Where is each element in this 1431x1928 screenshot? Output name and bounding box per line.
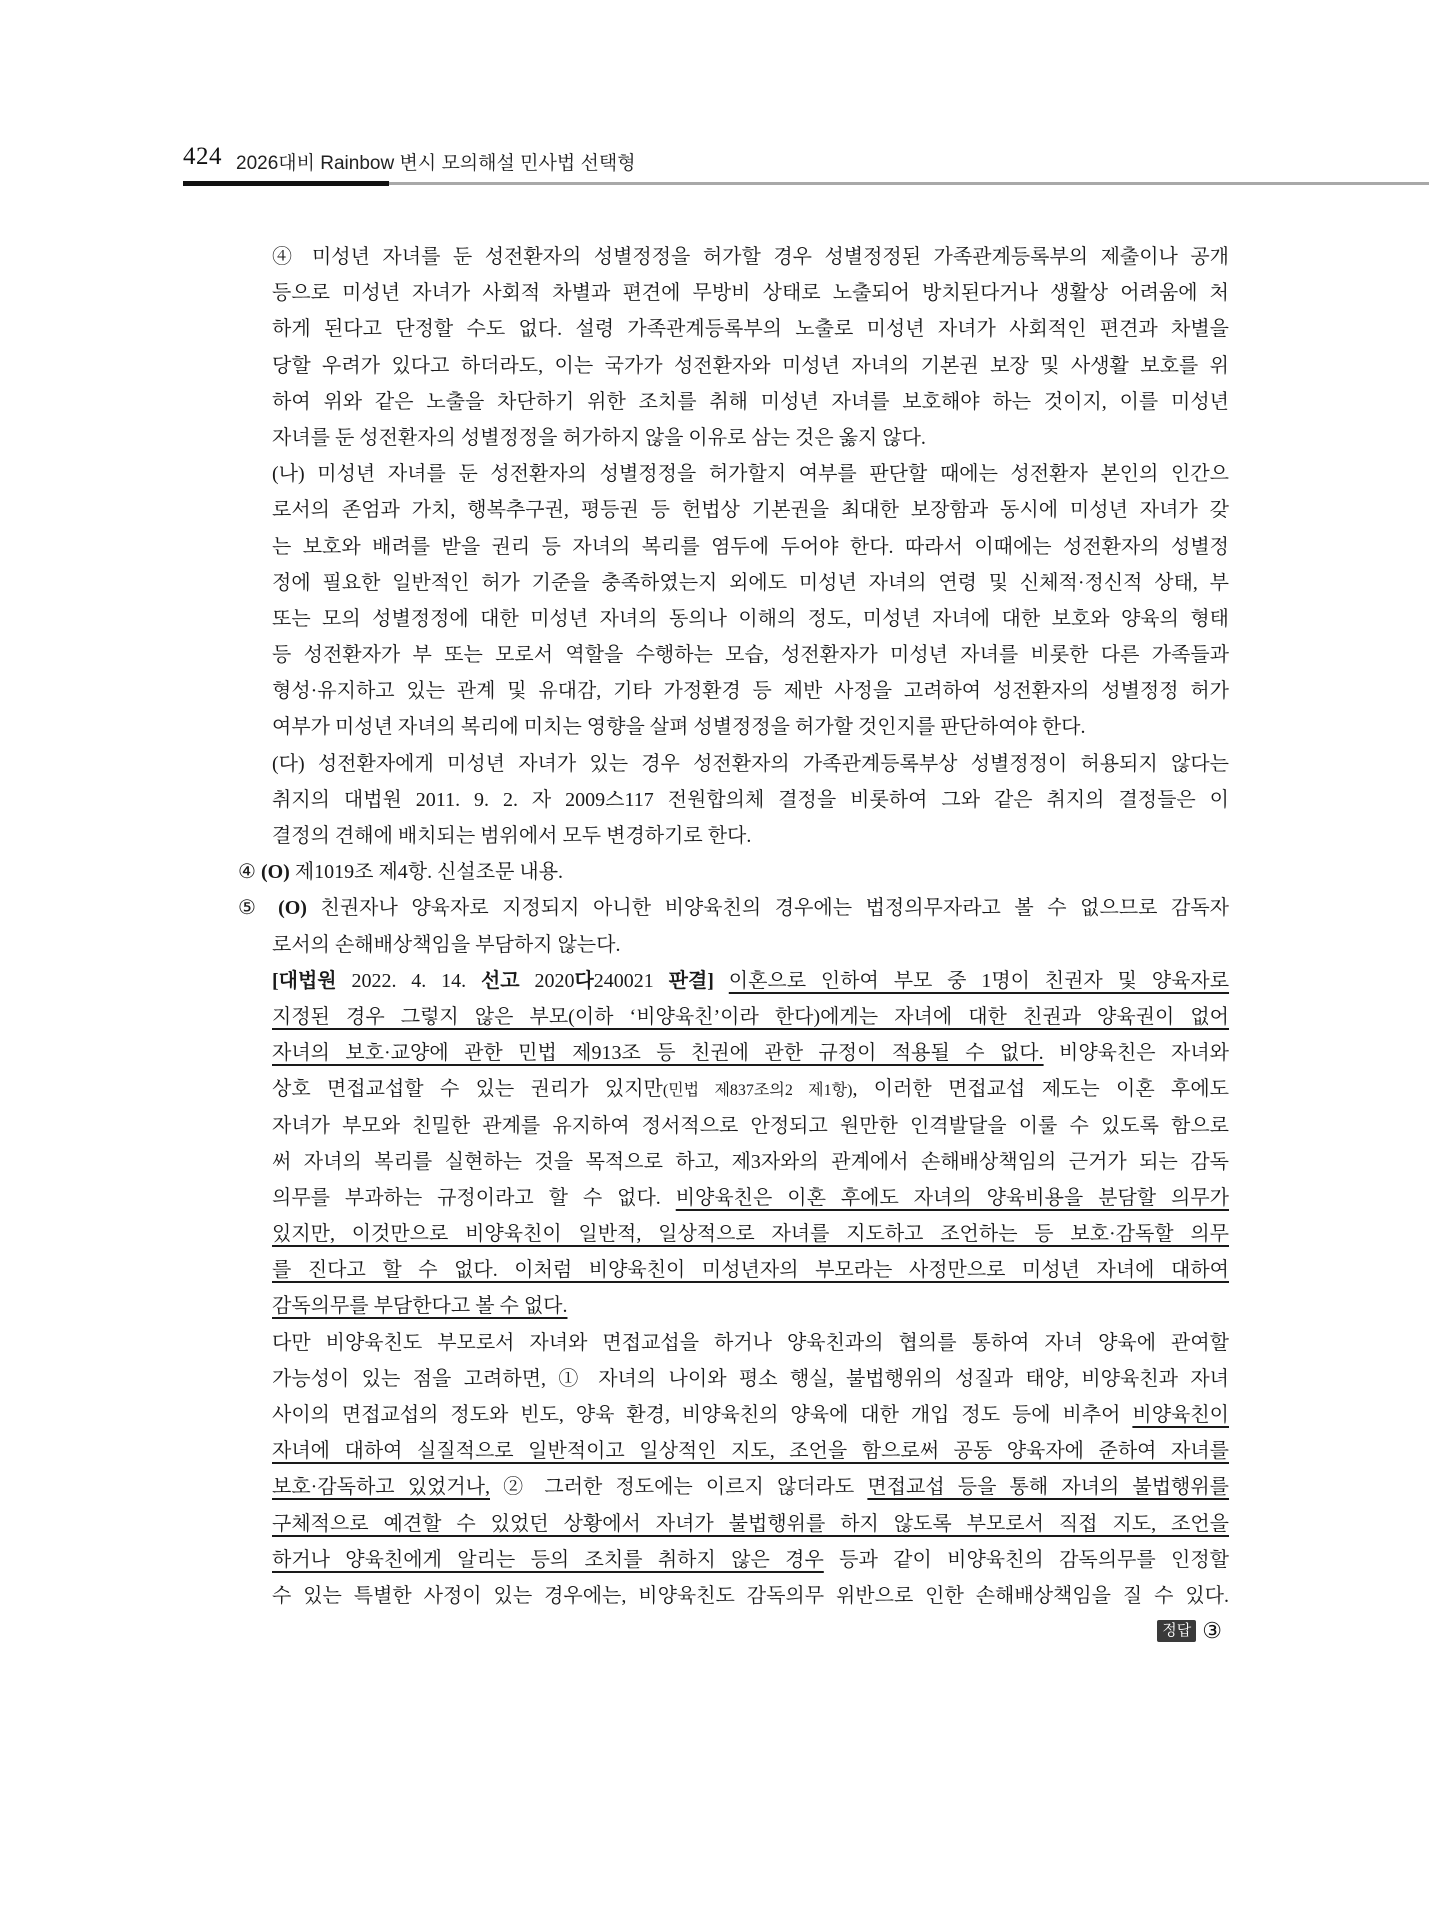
text-line xyxy=(238,854,1229,890)
underlined-text: 자녀에 대하여 실질적으로 일반적이고 일상적인 지도, 조언을 함으로써 공동 양육자에 준하여 자녀를 xyxy=(272,1440,1229,1463)
bold-text: 다 xyxy=(574,969,594,992)
text-segment: 등으로 미성년 자녀가 사회적 차별과 편견에 무방비 상태로 노출되어 방치된다거나 생활상 어려움에 처 xyxy=(272,282,1229,305)
underlined-text: 를 진다고 할 수 없다. 이처럼 비양육친이 미성년자의 부모라는 사정만으로 미성년 자녀에 대하여 xyxy=(272,1259,1229,1282)
text-line xyxy=(272,1542,1229,1578)
bold-text: (O) xyxy=(260,861,290,884)
text-segment: , 이러한 면접교섭 제도는 이혼 후에도 xyxy=(852,1078,1229,1101)
answer-choice-paragraph xyxy=(238,890,1229,962)
text-segment: 당할 우려가 있다고 하더라도, 이는 국가가 성전환자와 미성년 자녀의 기본권 보장 및 사생활 보호를 위 xyxy=(272,354,1229,377)
text-line xyxy=(272,239,1229,275)
text-line xyxy=(238,890,1229,926)
text-segment: 취지의 대법원 2011. 9. 2. 자 2009스117 전원합의체 결정을 비롯하여 그와 같은 취지의 결정들은 이 xyxy=(272,788,1229,811)
text-line xyxy=(272,1325,1229,1361)
text-line xyxy=(272,529,1229,565)
text-line xyxy=(272,492,1229,528)
text-segment: 의무를 부과하는 규정이라고 할 수 없다. xyxy=(272,1186,676,1209)
text-segment: (나) 미성년 자녀를 둔 성전환자의 성별정정을 허가할지 여부를 판단할 때에는 성전환자 본인의 인간으 xyxy=(272,463,1229,486)
text-line xyxy=(272,1433,1229,1469)
underlined-text: 감독의무를 부담한다고 볼 수 없다. xyxy=(272,1295,568,1318)
explanation-paragraph xyxy=(272,963,1229,1325)
explanation-paragraph xyxy=(272,1325,1229,1615)
text-line xyxy=(272,782,1229,818)
text-line xyxy=(272,348,1229,384)
underlined-text: 면접교섭 등을 통해 자녀의 불법행위를 xyxy=(867,1476,1229,1499)
text-line xyxy=(272,1144,1229,1180)
text-segment: 상호 면접교섭할 수 있는 권리가 있지만 xyxy=(272,1078,663,1101)
running-header-title: 2026대비 Rainbow 변시 모의해설 민사법 선택형 xyxy=(236,153,636,174)
answer-value: ③ xyxy=(1202,1618,1222,1643)
text-segment xyxy=(714,970,729,992)
text-segment: 여부가 미성년 자녀의 복리에 미치는 영향을 살펴 성별정정을 허가할 것인지를 판단하여야 한다. xyxy=(272,716,1086,739)
text-line xyxy=(272,275,1229,311)
text-segment: 는 보호와 배려를 받을 권리 등 자녀의 복리를 염두에 두어야 한다. 따라서 이때에는 성전환자의 성별정 xyxy=(272,535,1229,558)
text-line xyxy=(272,456,1229,492)
text-line xyxy=(272,927,1229,963)
text-line xyxy=(272,1180,1229,1216)
text-segment: 로서의 존엄과 가치, 행복추구권, 평등권 등 헌법상 기본권을 최대한 보장함과 동시에 미성년 자녀가 갖 xyxy=(272,499,1229,522)
text-segment: ② 그러한 정도에는 이르지 않더라도 xyxy=(490,1476,868,1499)
text-segment: 친권자나 양육자로 지정되지 아니한 비양육친의 경우에는 법정의무자라고 볼 수 없으므로 감독자 xyxy=(306,897,1229,920)
text-segment: 자녀가 부모와 친밀한 관계를 유지하여 정서적으로 안정되고 원만한 인격발달을 이룰 수 있도록 함으로 xyxy=(272,1114,1229,1137)
text-segment: 제1019조 제4항. 신설조문 내용. xyxy=(289,861,564,884)
underlined-text: 자녀의 보호·교양에 관한 민법 제913조 등 친권에 관한 규정이 적용될 수 없다. xyxy=(272,1042,1044,1065)
underlined-text: 있지만, 이것만으로 비양육친이 일반적, 일상적으로 자녀를 지도하고 조언하는 등 보호·감독할 의무 xyxy=(272,1223,1229,1246)
underlined-text: 보호·감독하고 있었거나, xyxy=(272,1476,490,1499)
text-line xyxy=(272,1035,1229,1071)
underlined-text: 비양육친이 xyxy=(1132,1404,1229,1426)
text-segment: 240021 xyxy=(593,969,669,992)
underlined-text: 지정된 경우 그렇지 않은 부모(이하 ‘비양육친’이라 한다)에게는 자녀에 대한 친권과 양육권이 없어 xyxy=(272,1005,1229,1028)
text-line xyxy=(272,637,1229,673)
page-number: 424 xyxy=(183,143,222,170)
text-segment: 비양육친은 자녀와 xyxy=(1043,1042,1229,1065)
text-segment: 정에 필요한 일반적인 허가 기준을 충족하였는지 외에도 미성년 자녀의 연령 및 신체적·정신적 상태, 부 xyxy=(272,571,1229,594)
bold-text: 선고 xyxy=(480,969,520,992)
text-line xyxy=(272,1397,1229,1433)
explanation-body xyxy=(238,239,1230,1614)
text-line xyxy=(272,420,1229,456)
text-segment: 써 자녀의 복리를 실현하는 것을 목적으로 하고, 제3자와의 관계에서 손해배상책임의 근거가 되는 감독 xyxy=(272,1150,1229,1173)
text-segment: 가능성이 있는 점을 고려하면, ① 자녀의 나이와 평소 행실, 불법행위의 성질과 태양, 비양육친과 자녀 xyxy=(272,1367,1229,1390)
text-line xyxy=(272,1252,1229,1288)
text-segment: 2020 xyxy=(519,969,575,992)
text-line xyxy=(272,1469,1229,1505)
text-line xyxy=(272,1361,1229,1397)
text-segment: ⑤ xyxy=(238,897,279,920)
explanation-paragraph xyxy=(272,746,1229,855)
explanation-paragraph xyxy=(272,456,1229,746)
answer-choice-paragraph xyxy=(238,854,1229,890)
header-rule-accent xyxy=(183,181,389,186)
bold-text: [대법원 xyxy=(272,969,337,992)
text-segment: 등 성전환자가 부 또는 모로서 역할을 수행하는 모습, 성전환자가 미성년 자녀를 비롯한 다른 가족들과 xyxy=(272,644,1229,667)
small-citation-text: (민법 제837조의2 제1항) xyxy=(662,1082,853,1100)
text-line xyxy=(272,601,1229,637)
text-segment: 하여 위와 같은 노출을 차단하기 위한 조치를 취해 미성년 자녀를 보호해야 하는 것이지, 이를 미성년 xyxy=(272,390,1229,413)
text-segment: 다만 비양육친도 부모로서 자녀와 면접교섭을 하거나 양육친과의 협의를 통하여 자녀 양육에 관여할 xyxy=(272,1331,1229,1354)
text-segment: 사이의 면접교섭의 정도와 빈도, 양육 환경, 비양육친의 양육에 대한 개입 정도 등에 비추어 xyxy=(272,1404,1133,1426)
text-line xyxy=(272,709,1229,745)
underlined-text: 하거나 양육친에게 알리는 등의 조치를 취하지 않은 경우 xyxy=(272,1548,824,1571)
answer-label-badge: 정답 xyxy=(1157,1620,1196,1642)
text-segment: 등과 같이 비양육친의 감독의무를 인정할 xyxy=(823,1548,1229,1571)
text-segment: 2022. 4. 14. xyxy=(336,969,481,992)
text-segment: (다) 성전환자에게 미성년 자녀가 있는 경우 성전환자의 가족관계등록부상 성별정정이 허용되지 않다는 xyxy=(272,752,1229,775)
text-line xyxy=(272,311,1229,347)
explanation-paragraph xyxy=(272,239,1229,456)
text-line xyxy=(272,565,1229,601)
text-segment: 또는 모의 성별정정에 대한 미성년 자녀의 동의나 이해의 정도, 미성년 자녀에 대한 보호와 양육의 형태 xyxy=(272,607,1229,630)
text-line xyxy=(272,1288,1229,1324)
text-segment: 로서의 손해배상책임을 부담하지 않는다. xyxy=(272,933,621,956)
bold-text: 판결] xyxy=(668,969,714,992)
text-segment: ④ xyxy=(238,861,261,884)
answer-marker xyxy=(1157,1618,1222,1644)
underlined-text: 구체적으로 예견할 수 있었던 상황에서 자녀가 불법행위를 하지 않도록 부모로서 직접 지도, 조언을 xyxy=(272,1512,1229,1535)
text-line xyxy=(272,1506,1229,1542)
text-line xyxy=(272,384,1229,420)
underlined-text: 비양육친은 이혼 후에도 자녀의 양육비용을 분담할 의무가 xyxy=(675,1186,1229,1209)
underlined-text: 이혼으로 인하여 부모 중 1명이 친권자 및 양육자로 xyxy=(728,969,1230,992)
text-line xyxy=(272,1108,1229,1144)
text-line xyxy=(272,1216,1229,1252)
bold-text: (O) xyxy=(278,897,307,920)
text-line xyxy=(272,1578,1229,1614)
text-segment: ④ 미성년 자녀를 둔 성전환자의 성별정정을 허가할 경우 성별정정된 가족관계등록부의 제출이나 공개 xyxy=(272,246,1229,268)
text-line xyxy=(272,746,1229,782)
text-segment: 수 있는 특별한 사정이 있는 경우에는, 비양육친도 감독의무 위반으로 인한 손해배상책임을 질 수 있다. xyxy=(272,1584,1229,1607)
text-line xyxy=(272,1071,1229,1107)
text-segment: 형성·유지하고 있는 관계 및 유대감, 기타 가정환경 등 제반 사정을 고려하여 성전환자의 성별정정 허가 xyxy=(272,680,1229,703)
text-line xyxy=(272,999,1229,1035)
text-segment: 하게 된다고 단정할 수도 없다. 설령 가족관계등록부의 노출로 미성년 자녀가 사회적인 편견과 차별을 xyxy=(272,318,1229,341)
header-rule xyxy=(389,182,1429,185)
text-line xyxy=(272,673,1229,709)
text-line xyxy=(272,818,1229,854)
text-line xyxy=(272,963,1229,999)
text-segment: 자녀를 둔 성전환자의 성별정정을 허가하지 않을 이유로 삼는 것은 옳지 않다. xyxy=(272,426,926,449)
text-segment: 결정의 견해에 배치되는 범위에서 모두 변경하기로 한다. xyxy=(272,825,752,847)
